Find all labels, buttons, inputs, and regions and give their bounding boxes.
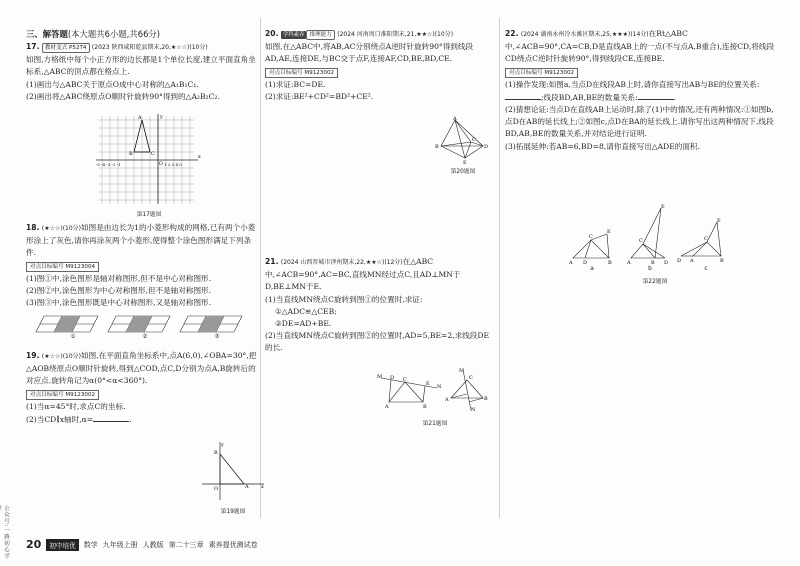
sub-question: (2)图②中,涂色图形为中心对称图形,但不是轴对称图形. (26, 285, 212, 295)
svg-text:O: O (159, 162, 163, 167)
figure-label: c (704, 266, 708, 272)
question-19: 19. (★☆☆)(10分)如图,在平面直角坐标系中,点A(6,0),∠OBA=30°,把△AOB绕原点O顺时针旋转,得到△COD,点C,D分别为点A,B旋转后的对应点.旋转角记为α(0°<α<360°). 对点目标编号 M9123002 (1)当α=45°时,求点C的坐标. (2)当CD∥x轴时,α= . (26, 351, 257, 424)
side-watermark: 公众号:一路初心学 (3, 505, 9, 560)
q22-figure-a (567, 228, 617, 264)
figure-label: ② (142, 334, 148, 340)
svg-text:E: E (463, 160, 467, 166)
svg-text:E: E (607, 229, 611, 235)
svg-text:A: A (138, 115, 142, 121)
figure-caption: 第17题图 (136, 212, 162, 218)
answer-blank (93, 413, 129, 422)
svg-text:A: A (627, 260, 631, 266)
sub-question: (3)图③中,涂色图形既是中心对称图形,又是轴对称图形. (26, 298, 212, 308)
q21-figure-2 (445, 368, 491, 412)
svg-text:A: A (385, 404, 389, 410)
answer-blank (638, 91, 674, 100)
svg-text:N: N (437, 384, 442, 390)
sub-question: (2)猜想论证:当点D在直线AB上运动时,除了(1)中的情况,还有两种情况:①如图b,点D在AB的延长线上;②如图c,点D在BA的延长线上.请你写出这两种情况下,线段BD,AB,BE的数量关系,并对结论进行证明. (505, 105, 774, 139)
sub-question: (1)画出与△ABC关于原点O成中心对称的△A₁B₁C₁. (26, 79, 199, 89)
svg-text:D: D (664, 260, 669, 266)
svg-text:x: x (198, 154, 201, 160)
sub-question: ①△ADC≌△CEB; (275, 306, 337, 316)
grade-label: 九年级上册 (102, 540, 138, 549)
svg-text:A: A (569, 260, 573, 266)
target-code: 对点目标编号 M9123002 (26, 390, 99, 400)
svg-text:B: B (651, 260, 655, 266)
question-22: 22. (2024 湖南永州冷水滩区期末,25,★★★)(14分)在Rt△ABC中,∠ACB=90°,CA=CB,D是直线AB上的一点(不与点A,B重合),连接CD,将线段CD绕点C逆时针旋转90°,得到线段CE,连接BE. 对点目标编号 M9123002 (1)操作发现:如图a,当点D在线段AB上时,请你直接写出AB与BE的位置关系:;线段BD,AB,BE的数量关系: . (2)猜想论证:当点D在直线AB上运动时,除了(1)中的情况,还有两种情况:①如图b,点D在AB的延长线上;②如图c,点D在BA的延长线上.请你写出这两种情况下,线段BD,AB,BE的数量关系,并对结论进行证明. (3)拓展延伸:若AB=6,BD=8,请你直接写出△ADE的面积. (505, 28, 775, 153)
svg-text:B: B (484, 396, 488, 402)
svg-text:C: C (704, 236, 708, 242)
svg-text:B: B (214, 450, 218, 456)
column-right (505, 0, 775, 566)
figure-caption: 第22题图 (642, 279, 668, 285)
subject-literacy-tag: 学科素养 (282, 32, 305, 38)
figure-label: ③ (214, 334, 220, 340)
edition-label: 人教版 (142, 540, 164, 549)
subject-label: 数学 (83, 540, 98, 549)
svg-text:N: N (471, 407, 476, 413)
svg-text:D: D (583, 260, 588, 266)
sub-question: (1)当直线MN绕点C旋转到图①的位置时,求证: (265, 294, 423, 304)
question-20: 20. 学科素养 推理能力 (2024 河南周口淮阳期末,21,★★☆)(10分) 如图,在△ABC中,将AB,AC分别绕点A逆时针旋转90°得到线段AD,AE,连接DE,与BC交于点F,连接AF,CD,BE,BD,CE. 对点目标编号 M9123002 (1)求证:BC=DE. (2)求证:BE²+CD²=BD²+CE². (265, 28, 495, 103)
question-17: 17. 教材变式 P52T4 (2023 陕西咸阳乾县期末,20,★☆☆)(10分) 如图,方格纸中每个小正方形的边长都是1个单位长度,建立平面直角坐标系,△ABC的顶点都在格点上. (1)画出与△ABC关于原点O成中心对称的△A₁B₁C₁. (2)画出将△ABC绕原点O顺时针旋转90°得到的△A₂B₂C₂. (26, 41, 258, 103)
column-divider (499, 18, 500, 518)
svg-text:C: C (589, 234, 593, 240)
svg-text:A: A (453, 116, 457, 122)
target-code: 对点目标编号 M9123002 (265, 68, 338, 78)
svg-text:E: E (426, 381, 430, 387)
svg-text:B: B (423, 404, 427, 410)
svg-text:E: E (717, 218, 721, 224)
svg-text:D: D (390, 375, 395, 381)
svg-text:y: y (160, 114, 163, 120)
figure-label: ① (70, 334, 76, 340)
textbook-variant-tag: 教材变式 P52T4 (42, 43, 90, 53)
column-left (26, 0, 264, 566)
question-18: 18. (★☆☆)(10分)如图是由边长为1的小菱形构成的网格,已有两个小菱形涂上了灰色,请你再涂灰两个小菱形,使得整个涂色图形满足下列条件. 对点目标编号 M9123004 (1)图①中,涂色图形是轴对称图形,但不是中心对称图形. (2)图②中,涂色图形为中心对称图形,但不是轴对称图形. (3)图③中,涂色图形既是中心对称图形,又是轴对称图形. (26, 222, 258, 309)
question-text: 如图,方格纸中每个小正方形的边长都是1个单位长度,建立平面直角坐标系,△ABC的顶点都在格点上. (26, 55, 256, 77)
q19-coordinate-figure (198, 440, 268, 504)
svg-text:y: y (221, 442, 224, 448)
svg-text:B: B (720, 258, 724, 264)
reasoning-tag: 推理能力 (306, 30, 334, 40)
question-text: 如图,在△ABC中,将AB,AC分别绕点A逆时针旋转90°得到线段AD,AE,连接DE,与BC交于点F,连接AF,CD,BE,BD,CE. (265, 42, 474, 64)
sub-question: (1)当α=45°时,求点C的坐标. (26, 401, 126, 411)
target-code: 对点目标编号 M9123002 (505, 68, 578, 78)
sub-question: (2)当直线MN绕点C旋转到图②的位置时,AD=5,BE=2,求线段DE的长. (265, 331, 490, 353)
svg-text:D: D (484, 144, 489, 150)
q20-triangle-figure (435, 118, 491, 164)
section-heading: 三、解答题(本大题共6小题,共66分) (26, 29, 161, 39)
svg-text:-5 -4 -3 -2 -1: -5 -4 -3 -2 -1 (96, 162, 121, 167)
svg-text:A: A (245, 484, 249, 490)
q22-figure-c (677, 218, 731, 264)
answer-blank (505, 91, 541, 100)
svg-text:M: M (377, 374, 383, 380)
figure-caption: 第21题图 (422, 421, 448, 427)
svg-text:B: B (129, 151, 133, 157)
sub-question: ②DE=AD+BE. (275, 319, 332, 329)
q17-grid-figure (94, 114, 204, 206)
page-number: 20 (26, 538, 42, 551)
figure-label: b (648, 266, 652, 272)
svg-text:C: C (472, 137, 476, 143)
q22-figure-b (627, 204, 671, 266)
figure-caption: 第19题图 (220, 509, 246, 515)
svg-text:M: M (459, 368, 465, 374)
svg-text:C: C (639, 238, 643, 244)
figure-caption: 第20题图 (450, 169, 476, 175)
page-footer (26, 538, 258, 551)
svg-text:A: A (690, 258, 694, 264)
sub-question: (2)求证:BE²+CD²=BD²+CE². (265, 91, 374, 101)
question-21: 21. (2024 山西晋城市泽州期末,22,★★☆)(12分)在△ABC中,∠ACB=90°,AC=BC,直线MN经过点C,且AD⊥MN于D,BE⊥MN于E. (1)当直线MN绕点C旋转到图①的位置时,求证: ①△ADC≌△CEB; ②DE=AD+BE. (2)当直线MN绕点C旋转到图②的位置时,AD=5,BE=2,求线段DE的长. (265, 256, 495, 355)
svg-text:A: A (445, 397, 449, 403)
svg-text:B: B (435, 144, 439, 150)
svg-text:1 2 3 4 5: 1 2 3 4 5 (164, 162, 182, 167)
chapter-label: 第二十三章 (168, 540, 204, 549)
svg-text:E: E (661, 204, 665, 210)
svg-text:C: C (469, 375, 473, 381)
sub-question: (3)拓展延伸:若AB=6,BD=8,请你直接写出△ADE的面积. (505, 141, 700, 151)
sub-question: (2)画出将△ABC绕原点O顺时针旋转90°得到的△A₂B₂C₂. (26, 91, 220, 101)
svg-text:x: x (261, 484, 264, 490)
test-label: 素养提优测试卷 (208, 540, 258, 549)
column-middle (265, 0, 495, 566)
target-code: 对点目标编号 M9123004 (26, 262, 99, 272)
figure-label: a (590, 266, 594, 272)
svg-text:C: C (403, 377, 407, 383)
svg-text:B: B (608, 260, 612, 266)
sub-question: (1)求证:BC=DE. (265, 79, 326, 89)
brand-label: 初中培优 (46, 539, 78, 551)
q21-figure-1 (375, 372, 445, 408)
svg-text:C: C (151, 151, 155, 157)
sub-question: (1)图①中,涂色图形是轴对称图形,但不是中心对称图形. (26, 273, 212, 283)
svg-text:O: O (214, 486, 219, 492)
svg-text:D: D (677, 258, 682, 264)
